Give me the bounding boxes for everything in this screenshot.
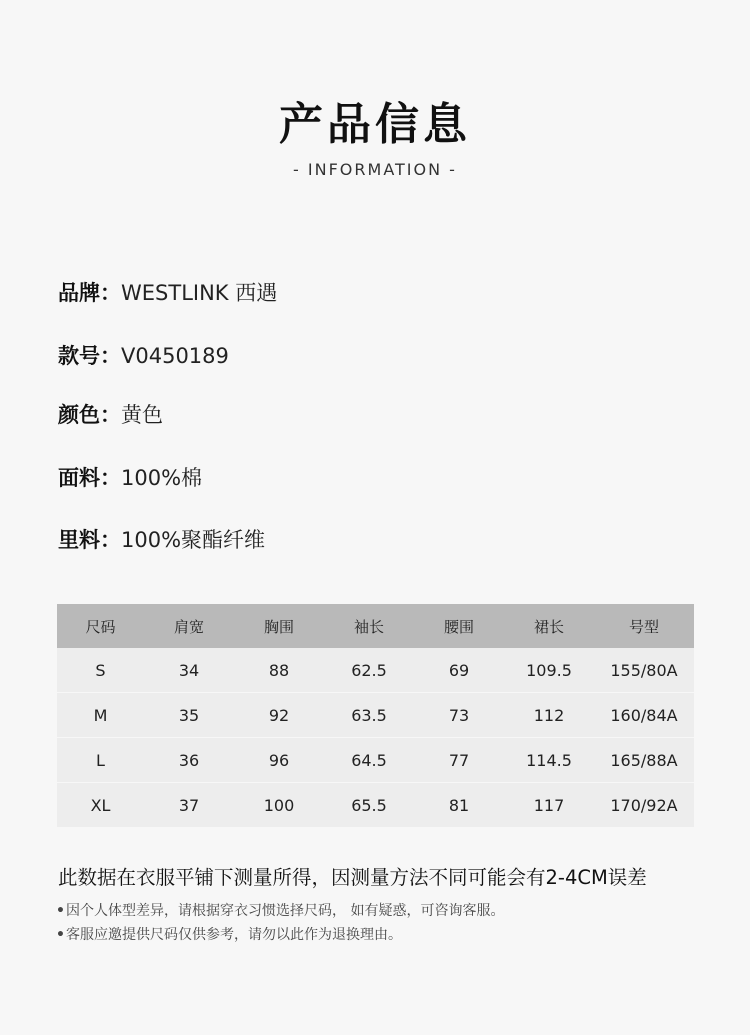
page-subtitle: - INFORMATION - [293, 160, 457, 179]
size-table [57, 604, 694, 827]
spec-lining-value: 100%聚酯纤维 [121, 528, 266, 552]
table-cell: 109.5 [504, 648, 594, 693]
table-cell: 96 [234, 738, 324, 783]
spec-fabric-value: 100%棉 [121, 466, 203, 490]
spec-lining-label: 里料： [58, 528, 121, 552]
table-cell: 65.5 [324, 783, 414, 828]
size-table-header: 尺码 [57, 604, 144, 648]
table-row [57, 783, 694, 828]
table-row [57, 738, 694, 783]
table-cell: 92 [234, 693, 324, 738]
spec-style-number [58, 341, 229, 371]
table-cell: 77 [414, 738, 504, 783]
spec-fabric-label: 面料： [58, 466, 121, 490]
note-item-text: 客服应邀提供尺码仅供参考，请勿以此作为退换理由。 [66, 927, 402, 943]
table-cell: 73 [414, 693, 504, 738]
table-cell: 62.5 [324, 648, 414, 693]
table-cell: 160/84A [594, 693, 694, 738]
spec-color [58, 400, 163, 430]
size-table-header: 裙长 [504, 604, 594, 648]
note-item [56, 924, 402, 944]
size-table-header-row [57, 604, 694, 648]
table-cell: 81 [414, 783, 504, 828]
spec-color-label: 颜色： [58, 403, 121, 427]
spec-brand-value: WESTLINK 西遇 [121, 281, 278, 305]
table-cell: 35 [144, 693, 234, 738]
table-cell: 36 [144, 738, 234, 783]
table-cell: 112 [504, 693, 594, 738]
table-cell: 117 [504, 783, 594, 828]
size-table-header: 袖长 [324, 604, 414, 648]
size-table-header: 胸围 [234, 604, 324, 648]
table-cell: 170/92A [594, 783, 694, 828]
table-cell: 34 [144, 648, 234, 693]
table-cell: L [57, 738, 144, 783]
spec-color-value: 黄色 [121, 403, 163, 427]
table-row [57, 648, 694, 693]
spec-fabric [58, 463, 202, 493]
bullet-icon: • [56, 927, 65, 943]
table-cell: 88 [234, 648, 324, 693]
table-cell: 100 [234, 783, 324, 828]
spec-style-number-label: 款号： [58, 344, 121, 368]
table-cell: M [57, 693, 144, 738]
bullet-icon: • [56, 903, 65, 919]
spec-brand-label: 品牌： [58, 281, 121, 305]
spec-lining [58, 525, 265, 555]
table-cell: 37 [144, 783, 234, 828]
spec-style-number-value: V0450189 [121, 344, 229, 368]
size-table-header: 肩宽 [144, 604, 234, 648]
spec-brand [58, 278, 277, 308]
table-cell: 64.5 [324, 738, 414, 783]
table-cell: 69 [414, 648, 504, 693]
table-cell: XL [57, 783, 144, 828]
size-table-header: 腰围 [414, 604, 504, 648]
page-title: 产品信息 [279, 99, 471, 150]
note-item [56, 900, 504, 920]
measurement-note-title: 此数据在衣服平铺下测量所得，因测量方法不同可能会有2-4CM误差 [58, 866, 647, 889]
table-cell: 165/88A [594, 738, 694, 783]
table-cell: 63.5 [324, 693, 414, 738]
size-table-header: 号型 [594, 604, 694, 648]
table-row [57, 693, 694, 738]
table-cell: 114.5 [504, 738, 594, 783]
table-cell: 155/80A [594, 648, 694, 693]
note-item-text: 因个人体型差异，请根据穿衣习惯选择尺码， 如有疑惑，可咨询客服。 [66, 903, 505, 919]
table-cell: S [57, 648, 144, 693]
